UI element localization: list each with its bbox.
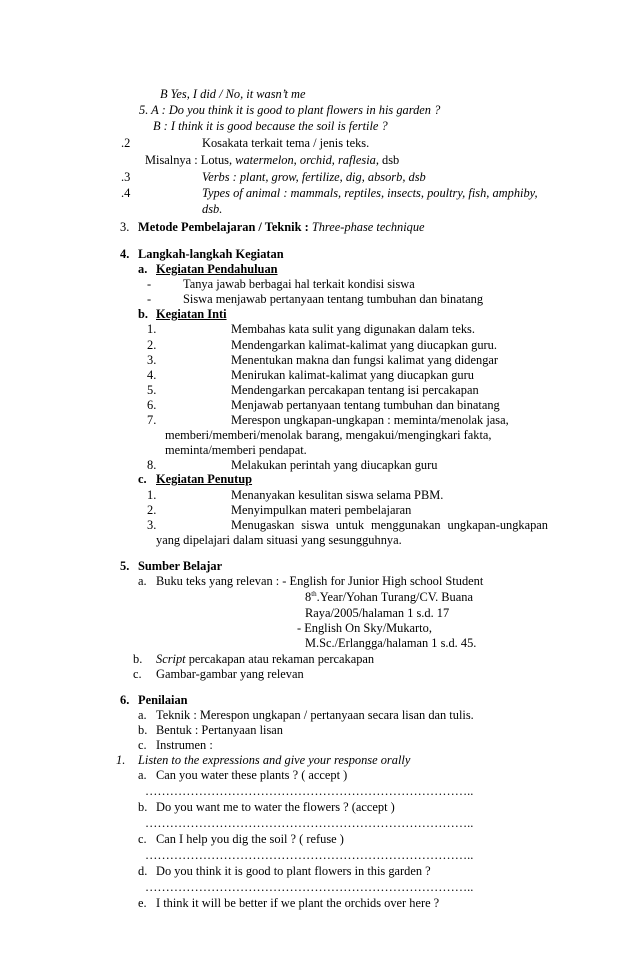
question-a: Can you water these plants ? ( accept ) — [156, 768, 348, 782]
dialogue-5-answer: B : I think it is good because the soil is fertile ? — [153, 119, 388, 133]
source-b-letter: b. — [133, 652, 143, 666]
sub-b-item-3: Menentukan makna dan fungsi kalimat yang didengar — [231, 353, 499, 367]
sub-b-item-7: Merespon ungkapan-ungkapan : meminta/menolak jasa, — [231, 413, 509, 427]
sub-b-item-3-number: 3. — [147, 353, 157, 367]
kosakata-text: Kosakata terkait tema / jenis teks. — [202, 136, 370, 150]
sub-b-item-7-number: 7. — [147, 413, 157, 427]
assessment-a-letter: a. — [138, 708, 147, 722]
sub-b-letter: b. — [138, 307, 148, 321]
question-b: Do you want me to water the flowers ? (accept ) — [156, 800, 395, 814]
section-4-number: 4. — [120, 247, 130, 261]
source-a-text: Buku teks yang relevan : - English for Junior High school Student — [156, 574, 484, 588]
sub-c-item-3: Menugaskan siswa untuk menggunakan ungkapan-ungkapan — [231, 518, 548, 532]
animals-text-cont: dsb. — [202, 202, 223, 216]
sub-c-letter: c. — [138, 472, 147, 486]
source-b-text — [156, 652, 374, 667]
source-c-text: Gambar-gambar yang relevan — [156, 667, 304, 681]
example-line — [145, 153, 399, 168]
sub-b-title: Kegiatan Inti — [156, 307, 227, 321]
sub-b-item-6: Menjawab pertanyaan tentang tumbuhan dan binatang — [231, 398, 500, 412]
dialogue-b-answer: B Yes, I did / No, it wasn’t me — [160, 87, 306, 101]
section-3-value: Three-phase technique — [311, 220, 425, 234]
section-3-heading — [138, 220, 425, 235]
answer-line-c: …………………………………………………………………….. — [145, 848, 474, 862]
sub-a-item-2-marker: - — [147, 292, 152, 306]
sub-a-title: Kegiatan Pendahuluan — [156, 262, 278, 276]
verbs-text: Verbs : plant, grow, fertilize, dig, absorb, dsb — [202, 170, 426, 184]
sub-c-item-1-number: 1. — [147, 488, 157, 502]
answer-line-d: …………………………………………………………………….. — [145, 880, 474, 894]
sub-b-item-7-cont-2: meminta/memberi pendapat. — [165, 443, 307, 457]
source-a-grade: 8 — [305, 590, 312, 604]
assessment-c-letter: c. — [138, 738, 147, 752]
example-end: dsb — [378, 153, 400, 167]
source-a-line-3: Raya/2005/halaman 1 s.d. 17 — [305, 606, 450, 620]
question-a-letter: a. — [138, 768, 147, 782]
sub-b-item-7-cont-1: memberi/memberi/menolak barang, mengakui/mengingkari fakta, — [165, 428, 492, 442]
section-6-title: Penilaian — [138, 693, 188, 707]
source-a-line-4: - English On Sky/Mukarto, — [297, 621, 432, 635]
sub-b-item-5: Mendengarkan percakapan tentang isi percakapan — [231, 383, 479, 397]
sub-c-item-2-number: 2. — [147, 503, 157, 517]
assessment-instrument: Instrumen : — [156, 738, 213, 752]
animals-text: Types of animal : mammals, reptiles, insects, poultry, fish, amphiby, — [202, 186, 538, 200]
sub-c-item-1: Menanyakan kesulitan siswa selama PBM. — [231, 488, 444, 502]
source-b-script: Script — [156, 652, 186, 666]
source-b-rest: percakapan atau rekaman percakapan — [185, 652, 375, 666]
question-e: I think it will be better if we plant the orchids over here ? — [156, 896, 440, 910]
sub-b-item-8: Melakukan perintah yang diucapkan guru — [231, 458, 438, 472]
sub-c-title: Kegiatan Penutup — [156, 472, 253, 486]
sub-b-item-1-number: 1. — [147, 322, 157, 336]
source-c-letter: c. — [133, 667, 142, 681]
question-e-letter: e. — [138, 896, 147, 910]
listen-number: 1. — [116, 753, 126, 767]
verbs-number: .3 — [121, 170, 131, 184]
assessment-form: Bentuk : Pertanyaan lisan — [156, 723, 283, 737]
assessment-technique: Teknik : Merespon ungkapan / pertanyaan secara lisan dan tulis. — [156, 708, 474, 722]
question-b-letter: b. — [138, 800, 148, 814]
sub-c-item-3-cont: yang dipelajari dalam situasi yang sesungguhnya. — [156, 533, 402, 547]
animals-number: .4 — [121, 186, 131, 200]
sub-b-item-8-number: 8. — [147, 458, 157, 472]
sub-a-item-1-marker: - — [147, 277, 152, 291]
assessment-b-letter: b. — [138, 723, 148, 737]
sub-c-item-3-number: 3. — [147, 518, 157, 532]
sub-b-item-1: Membahas kata sulit yang digunakan dalam teks. — [231, 322, 475, 336]
question-d: Do you think it is good to plant flowers in this garden ? — [156, 864, 431, 878]
example-label: Misalnya : Lotus — [145, 153, 229, 167]
example-words: , watermelon, orchid, raflesia, — [228, 153, 379, 167]
source-a-letter: a. — [138, 574, 147, 588]
question-c: Can I help you dig the soil ? ( refuse ) — [156, 832, 344, 846]
section-3-label: Metode Pembelajaran / Teknik : — [138, 220, 312, 234]
section-5-number: 5. — [120, 559, 130, 573]
section-6-number: 6. — [120, 693, 130, 707]
source-a-publisher: .Year/Yohan Turang/CV. Buana — [316, 590, 473, 604]
section-3-number: 3. — [120, 220, 130, 234]
sub-b-item-6-number: 6. — [147, 398, 157, 412]
sub-a-item-2: Siswa menjawab pertanyaan tentang tumbuhan dan binatang — [183, 292, 484, 306]
source-a-line-2 — [305, 590, 473, 605]
source-a-grade-suffix: th — [311, 589, 317, 598]
section-4-title: Langkah-langkah Kegiatan — [138, 247, 284, 261]
kosakata-number: .2 — [121, 136, 131, 150]
dialogue-5-question: 5. A : Do you think it is good to plant flowers in his garden ? — [139, 103, 441, 117]
answer-line-b: …………………………………………………………………….. — [145, 816, 474, 830]
sub-a-item-1: Tanya jawab berbagai hal terkait kondisi siswa — [183, 277, 415, 291]
sub-b-item-4: Menirukan kalimat-kalimat yang diucapkan guru — [231, 368, 474, 382]
question-d-letter: d. — [138, 864, 148, 878]
sub-b-item-2-number: 2. — [147, 338, 157, 352]
sub-c-item-2: Menyimpulkan materi pembelajaran — [231, 503, 412, 517]
sub-b-item-2: Mendengarkan kalimat-kalimat yang diucapkan guru. — [231, 338, 497, 352]
answer-line-a: …………………………………………………………………….. — [145, 784, 474, 798]
sub-b-item-5-number: 5. — [147, 383, 157, 397]
question-c-letter: c. — [138, 832, 147, 846]
listen-instruction: Listen to the expressions and give your response orally — [138, 753, 411, 767]
sub-b-item-4-number: 4. — [147, 368, 157, 382]
section-5-title: Sumber Belajar — [138, 559, 223, 573]
sub-a-letter: a. — [138, 262, 148, 276]
source-a-line-5: M.Sc./Erlangga/halaman 1 s.d. 45. — [305, 636, 477, 650]
